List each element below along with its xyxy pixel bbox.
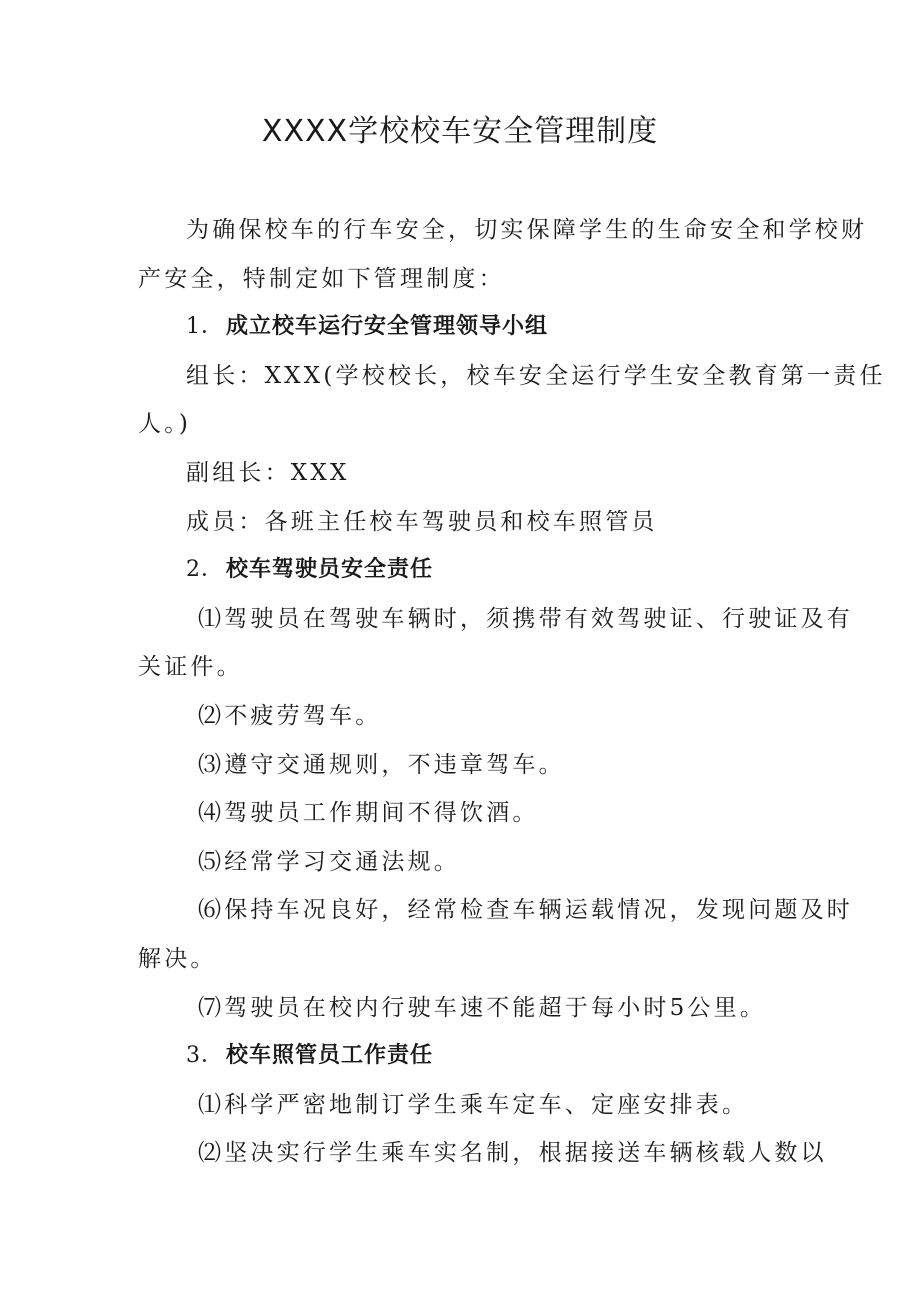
driver-item-1 <box>138 595 853 692</box>
intro-paragraph <box>138 206 868 303</box>
driver-item-4: ⑷驾驶员工作期间不得饮酒。 <box>198 800 539 827</box>
driver-item-7: ⑺驾驶员在校内行驶车速不能超于每小时5公里。 <box>198 994 767 1021</box>
section-1-number: 1． <box>186 314 224 340</box>
leader-line-2: 人。) <box>138 411 192 438</box>
section-1-heading <box>138 303 798 352</box>
section-1-title: 成立校车运行安全管理领导小组 <box>226 314 549 340</box>
driver-item-3: ⑶遵守交通规则，不违章驾车。 <box>198 751 565 778</box>
intro-line-1: 为确保校车的行车安全，切实保障学生的生命安全和学校财 <box>186 217 868 243</box>
members-line: 成员：各班主任校车驾驶员和校车照管员 <box>186 508 658 535</box>
section-2-title: 校车驾驶员安全责任 <box>226 557 434 583</box>
driver-item-6-line-1: ⑹保持车况良好，经常检查车辆运载情况，发现问题及时 <box>198 897 853 924</box>
driver-item-6 <box>138 886 853 983</box>
section-3-title: 校车照管员工作责任 <box>226 1043 434 1069</box>
driver-item-1-line-1: ⑴驾驶员在驾驶车辆时，须携带有效驾驶证、行驶证及有 <box>198 605 853 632</box>
section-3-heading <box>138 1032 798 1081</box>
deputy-line: 副组长：XXX <box>186 459 350 486</box>
leader-paragraph <box>138 352 886 449</box>
document-body <box>138 206 886 1178</box>
deputy-paragraph <box>138 449 798 498</box>
members-paragraph <box>138 498 798 547</box>
intro-line-2: 产安全，特制定如下管理制度： <box>138 265 505 292</box>
leader-line-1: 组长：XXX(学校校长，校车安全运行学生安全教育第一责任 <box>186 362 886 389</box>
document-title: XXXX学校校车安全管理制度 <box>261 114 659 149</box>
section-3-number: 3． <box>186 1043 224 1069</box>
attendant-item-2: ⑵坚决实行学生乘车实名制，根据接送车辆核载人数以 <box>198 1140 827 1167</box>
driver-item-2: ⑵不疲劳驾车。 <box>198 702 382 729</box>
section-2-heading <box>138 546 798 595</box>
driver-item-6-line-2: 解决。 <box>138 945 217 972</box>
driver-item-1-line-2: 关证件。 <box>138 654 243 681</box>
driver-item-5: ⑸经常学习交通法规。 <box>198 848 460 875</box>
attendant-item-1: ⑴科学严密地制订学生乘车定车、定座安排表。 <box>198 1091 749 1118</box>
section-2-number: 2． <box>186 557 224 583</box>
